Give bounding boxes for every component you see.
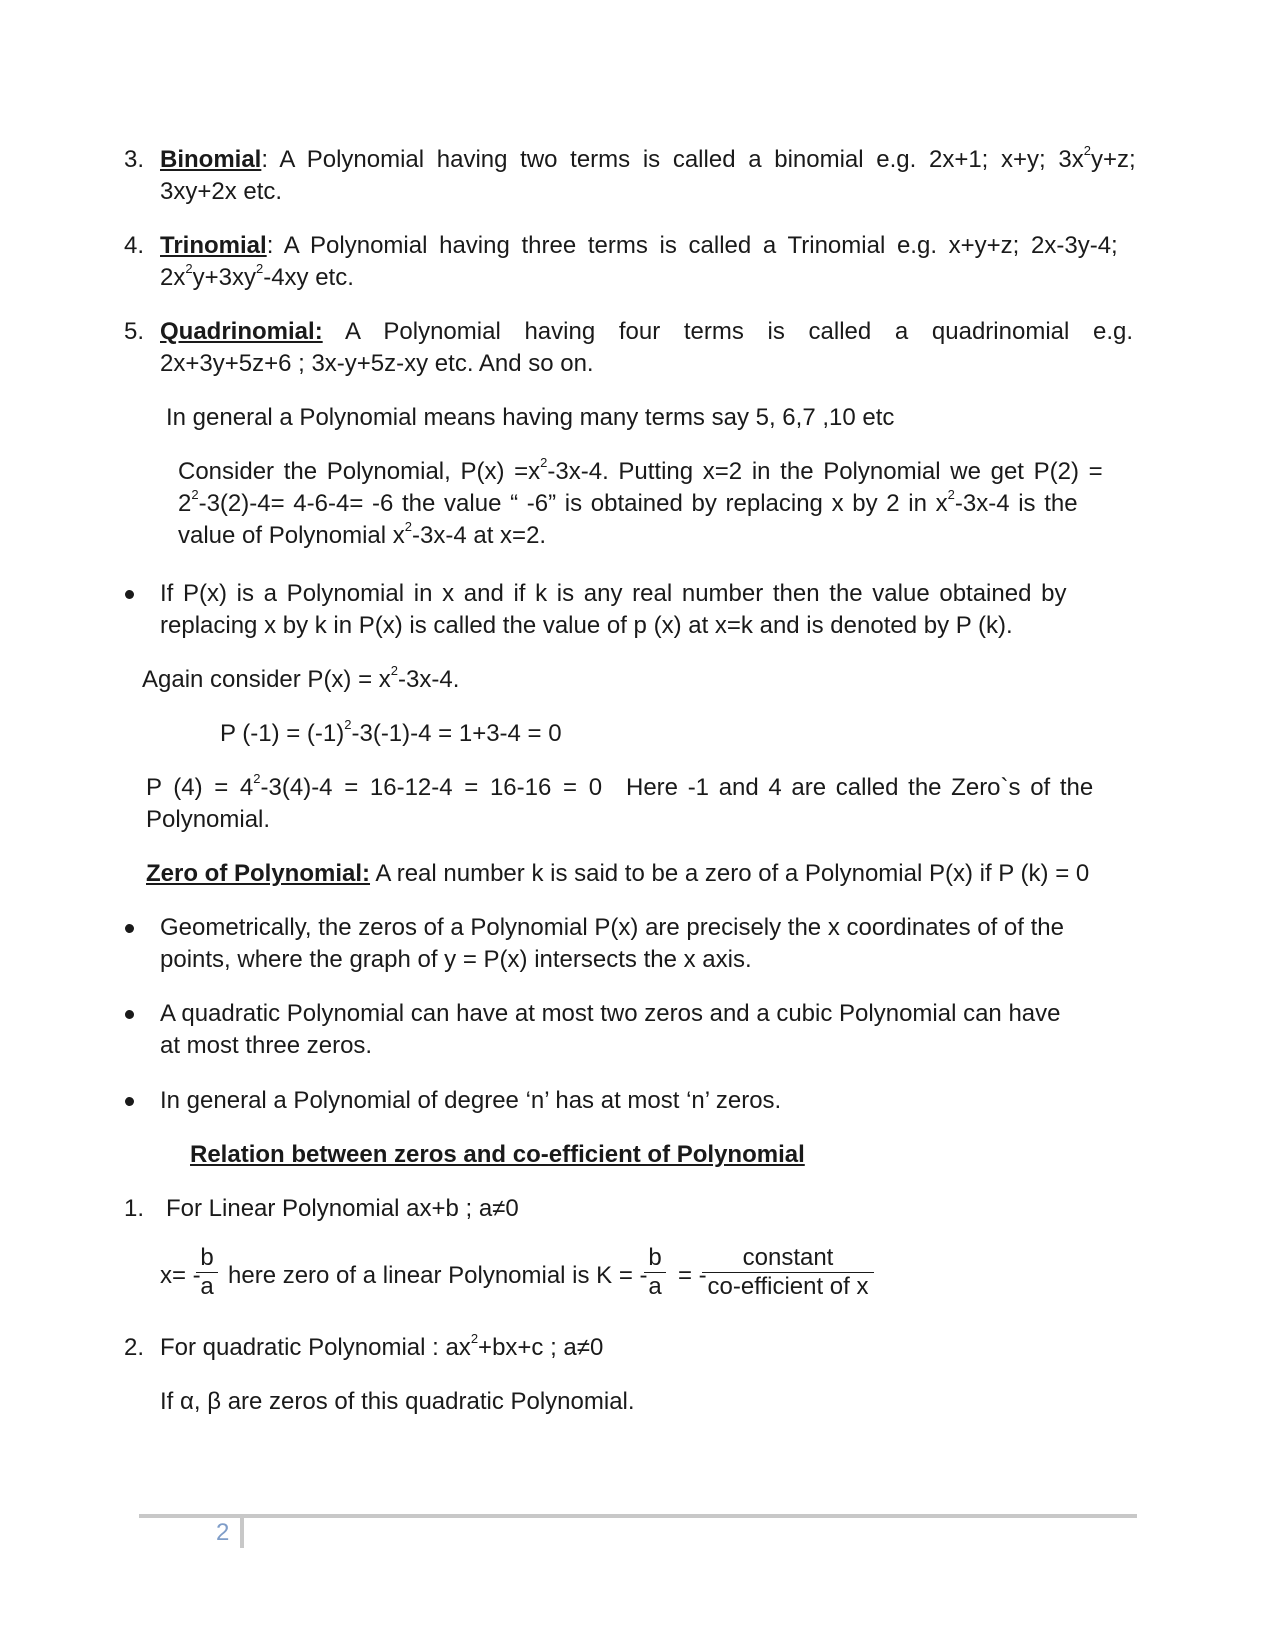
consider-line-3 (178, 520, 546, 552)
binomial-text: : A Polynomial having two terms is called a binomial e.g. 2x+1; x+y; 3x (261, 146, 1084, 173)
text: -3x-4. (398, 666, 460, 693)
bullet4-line-1: In general a Polynomial of degree ‘n’ has at most ‘n’ zeros. (160, 1087, 782, 1114)
binomial-text-end: y+z; (1090, 146, 1136, 173)
linear-x-eq: x= - (160, 1262, 201, 1289)
p4-zeros-note: Here -1 and 4 are called the Zero`s of the (626, 774, 1094, 801)
zero-definition (146, 858, 1089, 890)
text: -3x-4 at x=2. (412, 522, 547, 549)
text: -3(4)-4 = 16-12-4 = 16-16 = 0 (260, 774, 603, 801)
consider-line-2 (178, 488, 1078, 520)
footer-rule (139, 1514, 1137, 1518)
text: For quadratic Polynomial : ax (160, 1334, 471, 1361)
trinomial-line-2 (160, 262, 354, 294)
quadrinomial-line-2: 2x+3y+5z+6 ; 3x-y+5z-xy etc. And so on. (160, 350, 594, 377)
text: y+3xy (192, 264, 256, 291)
linear-heading: For Linear Polynomial ax+b ; a≠0 (166, 1195, 519, 1222)
bullet3-line-1: A quadratic Polynomial can have at most two zeros and a cubic Polynomial can have (160, 1000, 1061, 1027)
p-minus1-line (220, 718, 562, 750)
zero-text: A real number k is said to be a zero of a Polynomial P(x) if P (k) = 0 (370, 860, 1090, 887)
again-line (142, 664, 459, 696)
text: P (4) = 4 (146, 774, 254, 801)
bullet2-line-2: points, where the graph of y = P(x) intersects the x axis. (160, 946, 752, 973)
trinomial-text: : A Polynomial having three terms is called a Trinomial e.g. x+y+z; 2x-3y-4; (266, 232, 1118, 259)
numerator: constant (742, 1244, 834, 1271)
trinomial-line-1 (160, 230, 1118, 262)
text: -3x-4 is the (954, 490, 1078, 517)
binomial-line-1 (160, 143, 1136, 176)
trinomial-term: Trinomial (160, 232, 267, 259)
quadrinomial-term: Quadrinomial: (160, 318, 323, 345)
text: +bx+c ; a≠0 (478, 1334, 604, 1361)
numerator: b (200, 1244, 214, 1271)
superscript: 2 (540, 455, 548, 470)
text: -3x-4. Putting x=2 in the Polynomial we get P(2) = (547, 458, 1103, 485)
linear-eq2: = - (678, 1262, 707, 1289)
heading-text: Relation between zeros and co-efficient of Polynomial (190, 1141, 805, 1168)
zero-term: Zero of Polynomial: (146, 860, 371, 887)
superscript: 2 (947, 487, 955, 502)
list-number: 2. (124, 1334, 145, 1361)
bullet2-line-1: Geometrically, the zeros of a Polynomial P(x) are precisely the x coordinates of of the (160, 914, 1064, 941)
text: Consider the Polynomial, P(x) =x (178, 458, 541, 485)
text: 2 (178, 490, 192, 517)
bullet-point (125, 590, 134, 599)
consider-line-1 (178, 456, 1103, 488)
binomial-term: Binomial (160, 146, 262, 173)
text: -4xy etc. (263, 264, 354, 291)
text: -3(-1)-4 = 1+3-4 = 0 (351, 720, 562, 747)
quadrinomial-line-1 (160, 316, 1133, 348)
bullet-point (125, 924, 134, 933)
superscript: 2 (404, 519, 413, 534)
superscript: 2 (470, 1331, 479, 1346)
linear-explanation: here zero of a linear Polynomial is K = - (228, 1262, 648, 1289)
text: -3(2)-4= 4-6-4= -6 the value “ -6” is obtained by replacing x by 2 in x (198, 490, 948, 517)
denominator: a (648, 1273, 662, 1300)
quadrinomial-text: A Polynomial having four terms is called a quadrinomial e.g. (322, 318, 1134, 345)
superscript: 2 (390, 663, 399, 678)
text: Again consider P(x) = x (142, 666, 391, 693)
text: P (-1) = (-1) (220, 720, 345, 747)
denominator: co-efficient of x (707, 1273, 869, 1300)
fraction-constant-over-coefficient (702, 1244, 874, 1301)
p4-line (146, 772, 602, 804)
denominator: a (200, 1273, 214, 1300)
general-line: In general a Polynomial means having many terms say 5, 6,7 ,10 etc (166, 404, 895, 431)
list-number: 3. (124, 146, 145, 173)
binomial-line-2: 3xy+2x etc. (160, 178, 283, 205)
superscript: 2 (1083, 143, 1091, 158)
superscript: 2 (191, 487, 199, 502)
bullet-point (125, 1010, 134, 1019)
list-number: 1. (124, 1195, 145, 1222)
bullet3-line-2: at most three zeros. (160, 1032, 373, 1059)
quadratic-line-2: If α, β are zeros of this quadratic Polynomial. (160, 1388, 635, 1415)
bullet1-line-1: If P(x) is a Polynomial in x and if k is any real number then the value obtained by (160, 580, 1067, 607)
fraction-b-over-a (644, 1244, 666, 1301)
page-number: 2 (216, 1519, 230, 1546)
bullet1-line-2: replacing x by k in P(x) is called the value of p (x) at x=k and is denoted by P (k). (160, 612, 1013, 639)
superscript: 2 (185, 261, 193, 276)
superscript: 2 (255, 261, 264, 276)
numerator: b (648, 1244, 662, 1271)
relation-heading (190, 1139, 805, 1171)
text: 2x (160, 264, 186, 291)
fraction-b-over-a (196, 1244, 218, 1301)
p4-line-2: Polynomial. (146, 806, 271, 833)
page-number-divider (240, 1518, 244, 1548)
bullet-point (125, 1097, 134, 1106)
superscript: 2 (253, 771, 261, 786)
quadratic-heading (160, 1332, 603, 1364)
list-number: 5. (124, 318, 145, 345)
superscript: 2 (344, 717, 352, 732)
text: value of Polynomial x (178, 522, 405, 549)
list-number: 4. (124, 232, 145, 259)
